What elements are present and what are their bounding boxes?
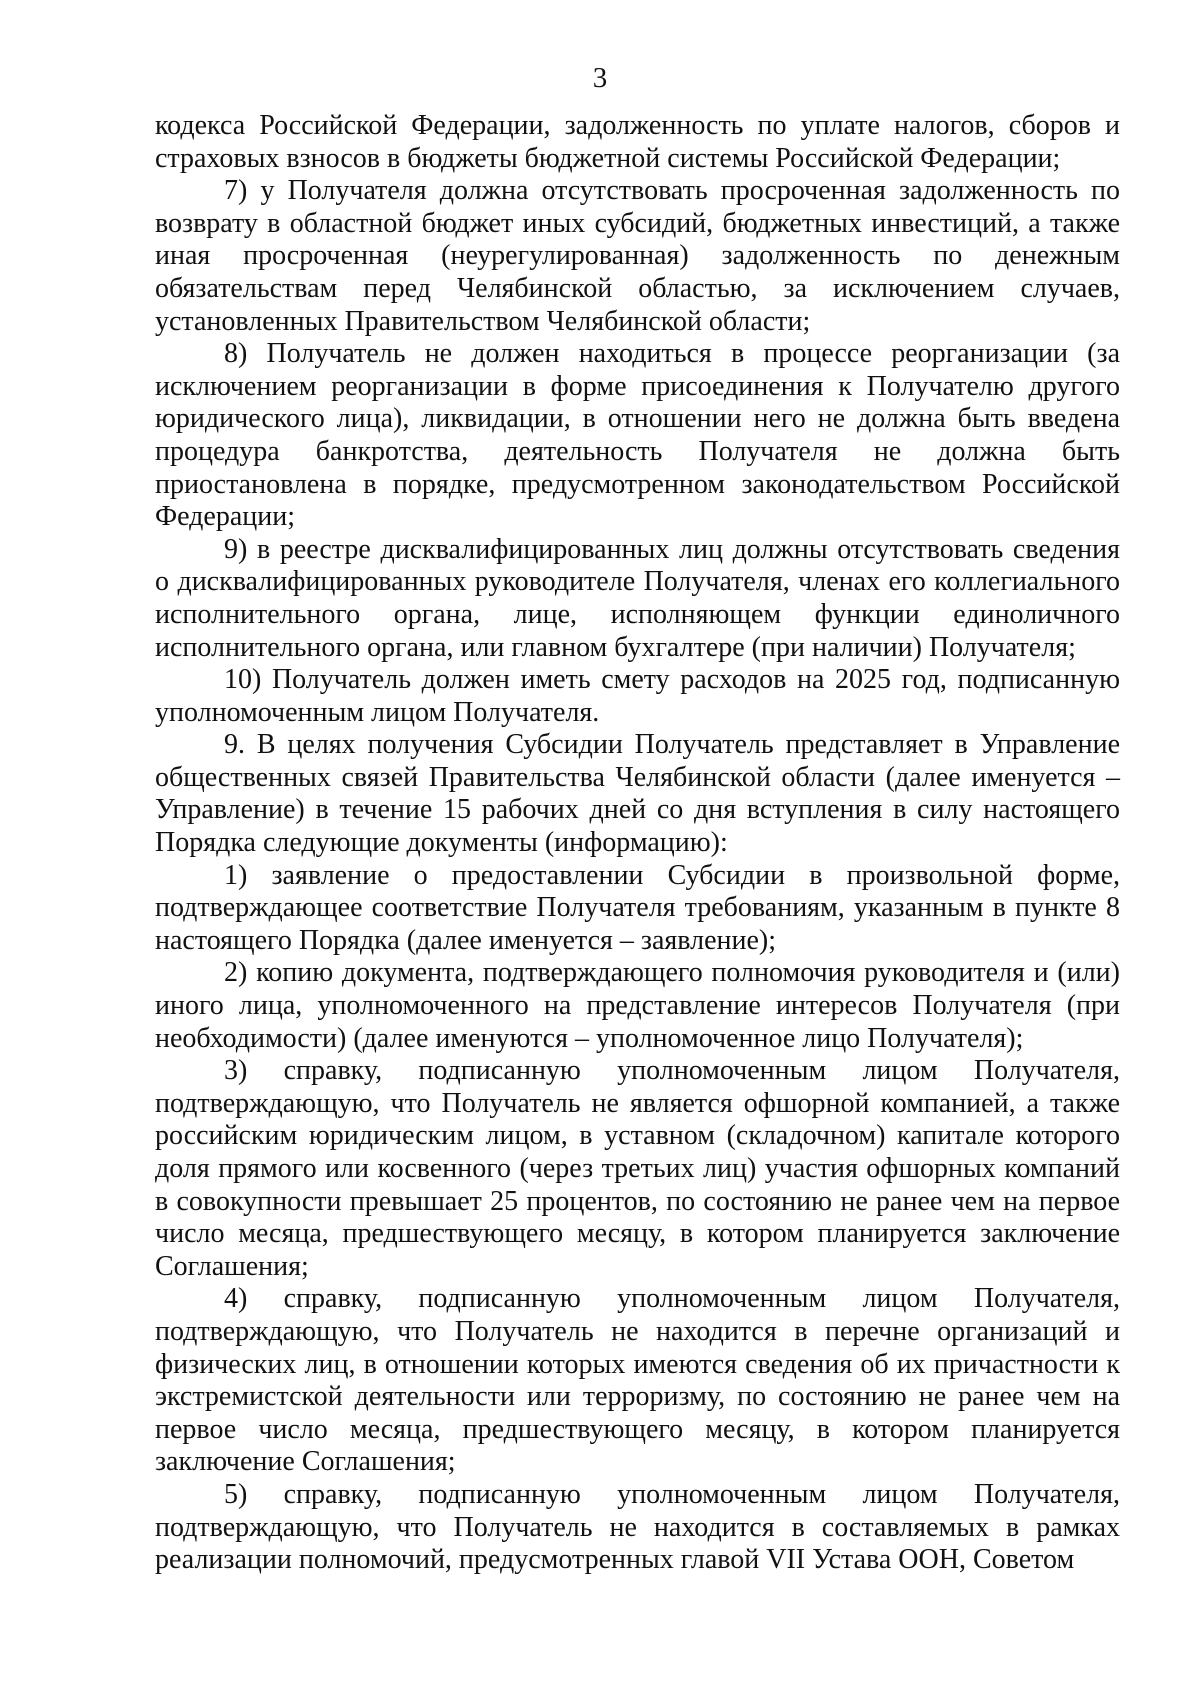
page-number: 3 bbox=[592, 62, 608, 94]
paragraph-doc-2: 2) копию документа, подтверждающего полномочия руководителя и (или) иного лица, уполномоченного на представление интересов Получателя (при необходимости) (далее именуются – уполномоченное лицо Получателя); bbox=[155, 957, 1120, 1054]
paragraph-item-8: 8) Получатель не должен находиться в процессе реорганизации (за исключением реорганизации в форме присоединения к Получателю другого юридического лица), ликвидации, в отношении него не должна быть введена процедура банкротства, деятельность Получателя не должна быть приостановлена в порядке, предусмотренном законодательством Российской Федерации; bbox=[155, 338, 1120, 533]
paragraph-section-9: 9. В целях получения Субсидии Получатель представляет в Управление общественных связей Правительства Челябинской области (далее именуется – Управление) в течение 15 рабочих дней со дня вступления в силу настоящего Порядка следующие документы (информацию): bbox=[155, 729, 1120, 859]
paragraph-doc-4: 4) справку, подписанную уполномоченным лицом Получателя, подтверждающую, что Получатель не находится в перечне организаций и физических лиц, в отношении которых имеются сведения об их причастности к экстремистской деятельности или терроризму, по состоянию не ранее чем на первое число месяца, предшествующего месяцу, в котором планируется заключение Соглашения; bbox=[155, 1283, 1120, 1478]
paragraph-doc-1: 1) заявление о предоставлении Субсидии в произвольной форме, подтверждающее соответствие Получателя требованиям, указанным в пункте 8 настоящего Порядка (далее именуется – заявление); bbox=[155, 859, 1120, 956]
paragraph-item-10: 10) Получатель должен иметь смету расходов на 2025 год, подписанную уполномоченным лицом Получателя. bbox=[155, 664, 1120, 728]
paragraph-item-7: 7) у Получателя должна отсутствовать просроченная задолженность по возврату в областной бюджет иных субсидий, бюджетных инвестиций, а также иная просроченная (неурегулированная) задолженность по денежным обязательствам перед Челябинской областью, за исключением случаев, установленных Правительством Челябинской области; bbox=[155, 175, 1120, 337]
paragraph-continuation: кодекса Российской Федерации, задолженность по уплате налогов, сборов и страховых взносов в бюджеты бюджетной системы Российской Федерации; bbox=[155, 110, 1120, 174]
paragraph-item-9: 9) в реестре дисквалифицированных лиц должны отсутствовать сведения о дисквалифицированных руководителе Получателя, членах его коллегиального исполнительного органа, лице, исполняющем функции единоличного исполнительного органа, или главном бухгалтере (при наличии) Получателя; bbox=[155, 533, 1120, 663]
paragraph-doc-3: 3) справку, подписанную уполномоченным лицом Получателя, подтверждающую, что Получатель не является офшорной компанией, а также российским юридическим лицом, в уставном (складочном) капитале которого доля прямого или косвенного (через третьих лиц) участия офшорных компаний в совокупности превышает 25 процентов, по состоянию не ранее чем на первое число месяца, предшествующего месяцу, в котором планируется заключение Соглашения; bbox=[155, 1055, 1120, 1282]
document-body bbox=[155, 110, 1120, 1577]
paragraph-doc-5: 5) справку, подписанную уполномоченным лицом Получателя, подтверждающую, что Получатель не находится в составляемых в рамках реализации полномочий, предусмотренных главой VII Устава ООН, Советом bbox=[155, 1478, 1120, 1576]
